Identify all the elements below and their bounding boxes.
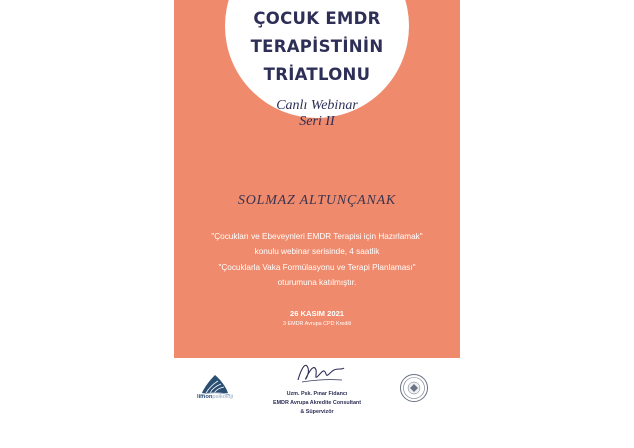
event-date: 26 KASIM 2021 <box>289 309 345 318</box>
body-line-1: "Çocukları ve Ebeveynleri EMDR Terapisi için Hazırlamak" <box>211 232 423 241</box>
cpd-credit: 3 EMDR Avrupa CPD Kredili <box>283 321 351 327</box>
signatory-title-1: EMDR Avrupa Akredite Consultant <box>272 400 362 406</box>
certificate <box>174 0 460 448</box>
title-line-1: ÇOCUK EMDR <box>253 9 381 28</box>
logo-name-bold: limon <box>196 394 213 400</box>
subtitle-line-2: Seri II <box>299 114 335 129</box>
title-line-2: TERAPİSTİNİN <box>250 37 384 56</box>
body-line-2: konulu webinar serisinde, 4 saatlik <box>254 247 380 256</box>
subtitle-line-1: Canlı Webinar <box>276 98 358 113</box>
signatory-name: Uzm. Psk. Pınar Fidancı <box>286 391 348 397</box>
signatory-title-2: & Süpervizör <box>300 409 334 415</box>
recipient-name: SOLMAZ ALTUNÇANAK <box>237 193 397 208</box>
title-line-3: TRİATLONU <box>263 65 371 84</box>
body-line-4: oturumuna katılmıştır. <box>277 278 357 287</box>
signature-icon <box>292 358 348 388</box>
round-seal-icon <box>399 373 429 403</box>
body-line-3: "Çocuklarla Vaka Formülasyonu ve Terapi Planlaması" <box>218 263 416 272</box>
logo-name-light: psikoloji <box>212 394 234 400</box>
